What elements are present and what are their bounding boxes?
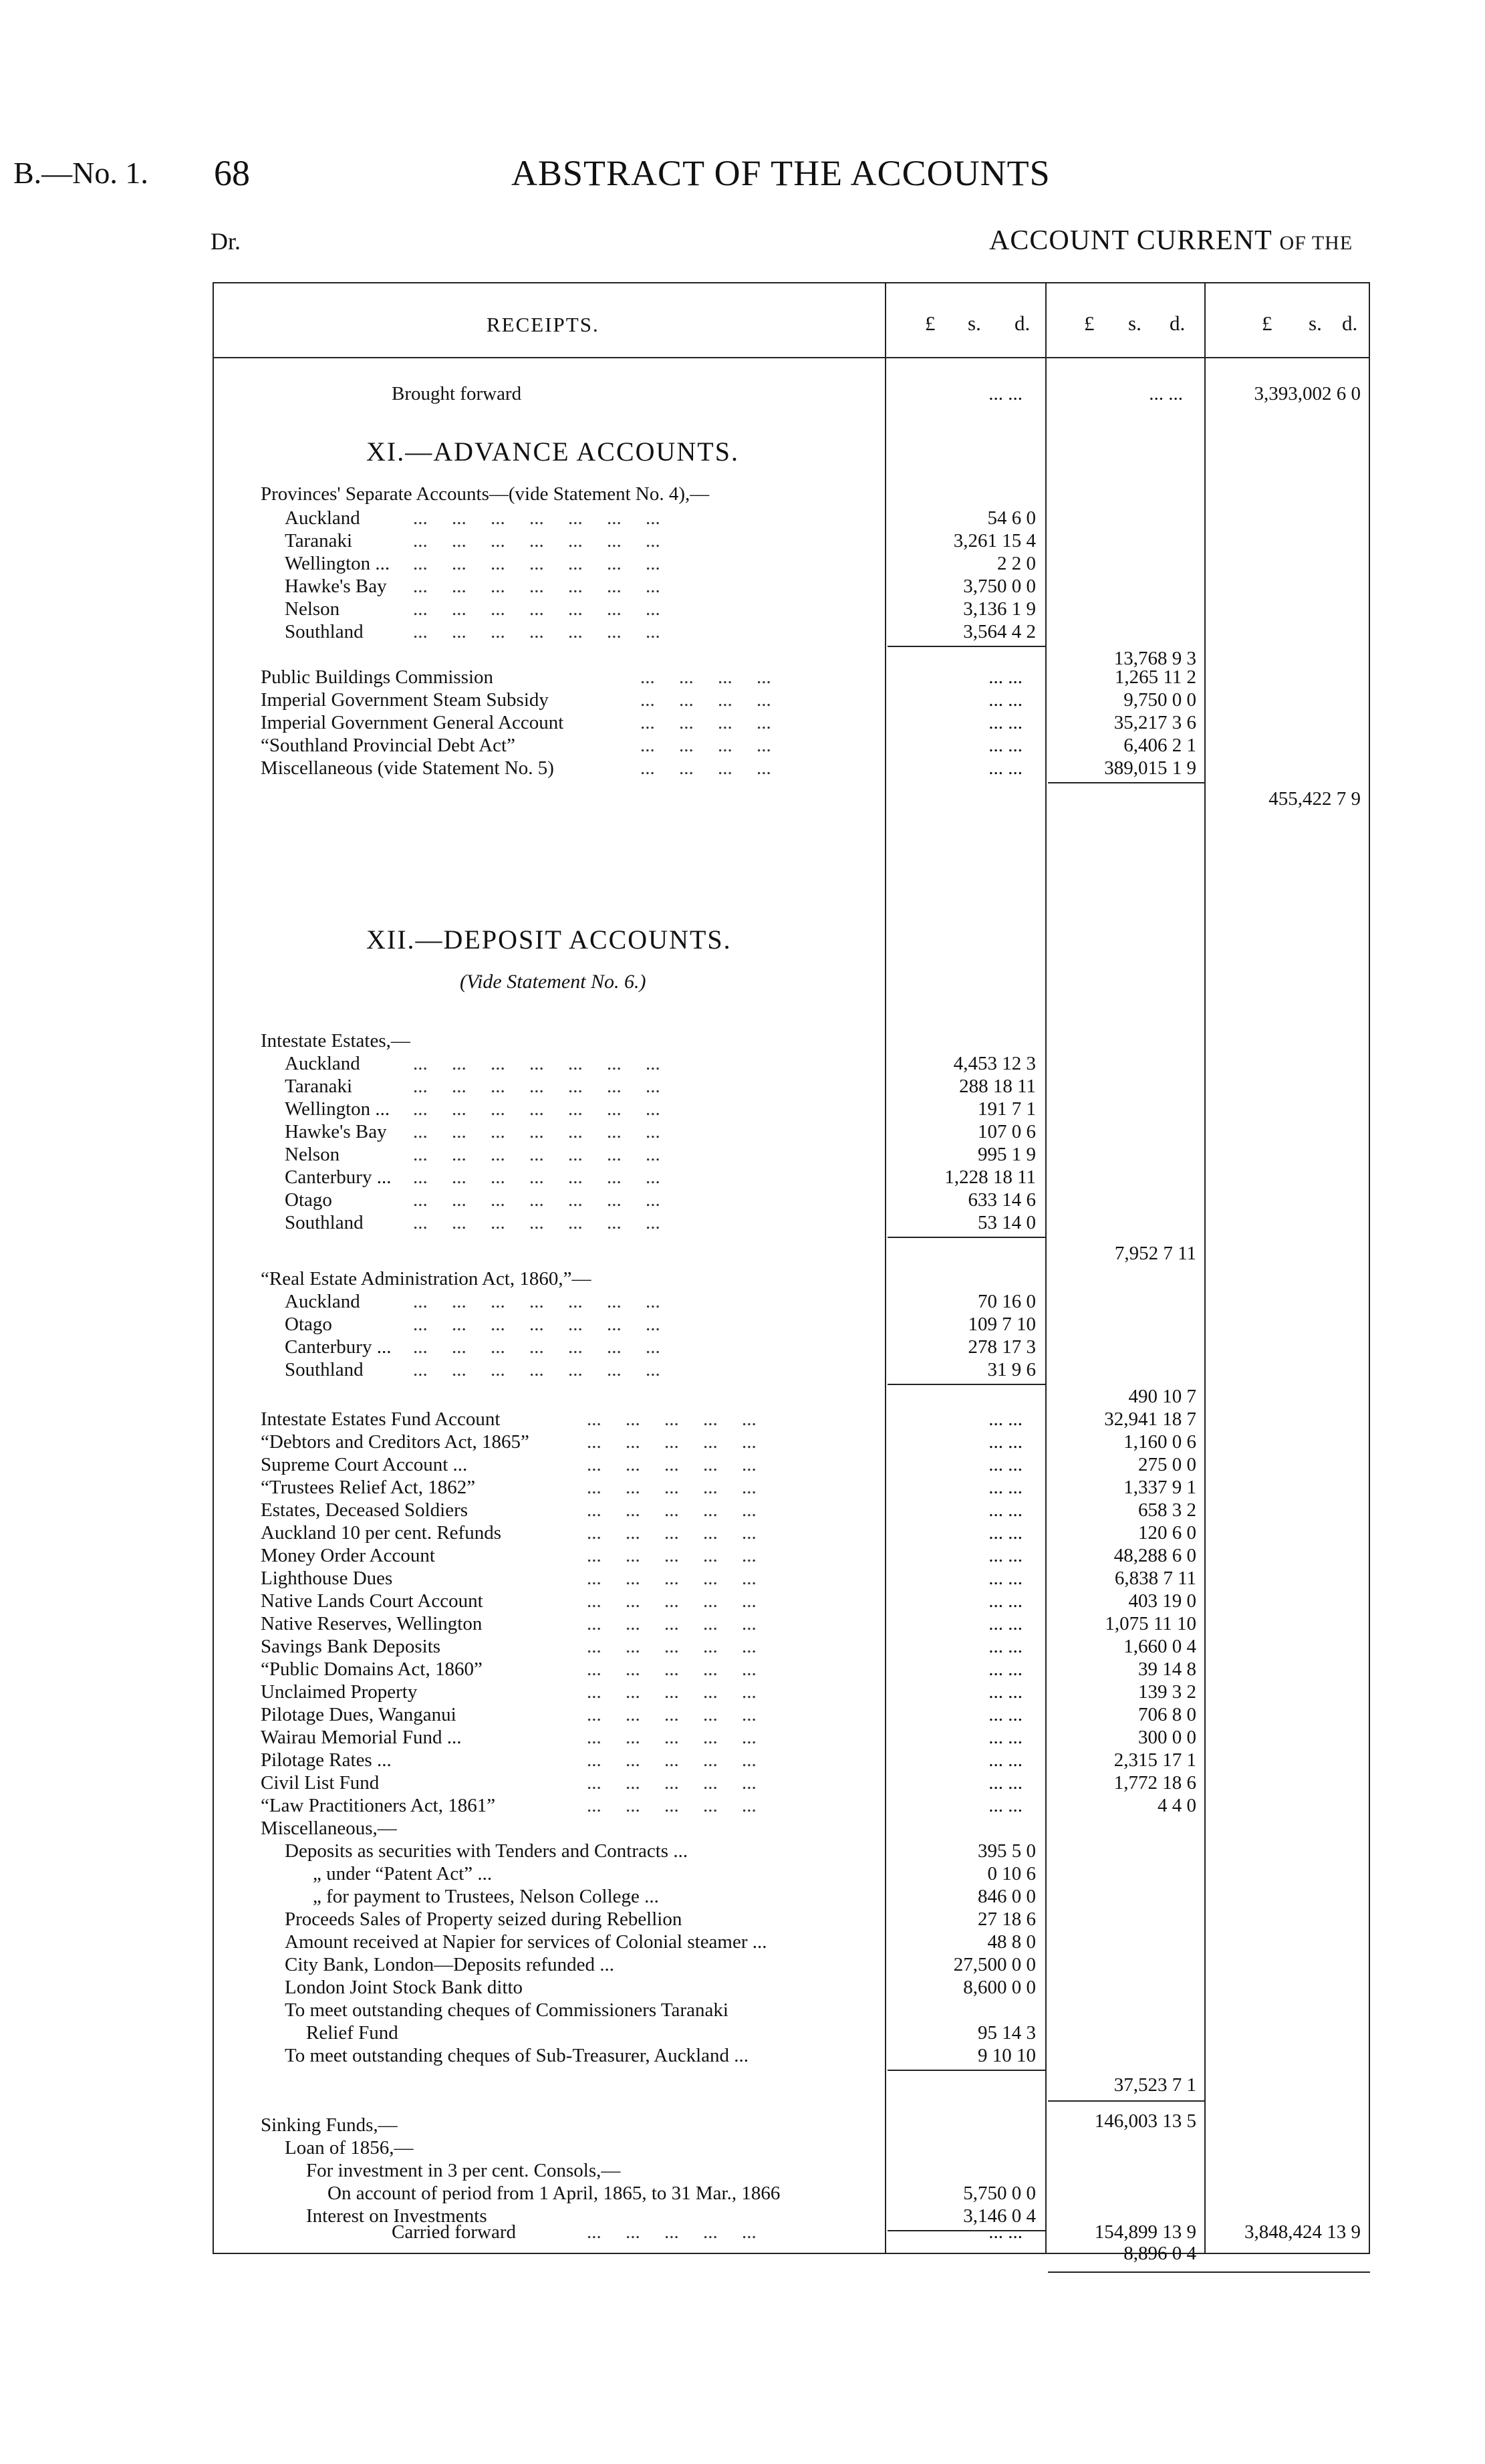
leader-dots: ... ... ... ... ... ... ... [413, 507, 660, 529]
leader-dots: ... ... ... ... ... ... ... [413, 1212, 660, 1233]
misc-amount: 9 10 10 [978, 2045, 1036, 2066]
deposit-item-amount: 1,337 9 1 [1123, 1477, 1196, 1498]
province-amount: 3,750 0 0 [963, 576, 1036, 597]
leader-dots: ... ... ... ... ... ... ... [413, 1076, 660, 1097]
leader-dots: ... ... ... ... ... [587, 1499, 757, 1521]
intestate-label: Hawke's Bay [285, 1121, 387, 1142]
province-label: Auckland [285, 507, 360, 529]
deposit-item-amount: 39 14 8 [1138, 1658, 1196, 1680]
sinking-header: Sinking Funds,— [261, 2114, 398, 2136]
leader-dots: ... ... ... ... ... [587, 1590, 757, 1612]
brought-forward-c3: 3,393,002 6 0 [1254, 383, 1361, 404]
leader-dots: ... ... ... ... [640, 735, 781, 756]
leader-dots: ... ... ... ... ... [587, 1454, 757, 1475]
intestate-label: Auckland [285, 1053, 360, 1074]
brought-forward-label: Brought forward [392, 383, 522, 404]
province-label: Nelson [285, 598, 340, 620]
intestate-amount: 288 18 11 [959, 1076, 1036, 1097]
section-heading-advance: XI.—ADVANCE ACCOUNTS. [366, 437, 739, 467]
intestate-label: Wellington ... [285, 1098, 390, 1120]
realestate-amount: 278 17 3 [968, 1336, 1036, 1358]
deposit-item-c1: ... ... [988, 1545, 1023, 1566]
advance-item-label: Imperial Government Steam Subsidy [261, 689, 549, 711]
deposit-item-label: Unclaimed Property [261, 1681, 418, 1703]
deposit-item-c1: ... ... [988, 1499, 1023, 1521]
province-label: Wellington ... [285, 553, 390, 574]
carried-forward-c3: 3,848,424 13 9 [1244, 2221, 1361, 2243]
misc-label: Relief Fund [306, 2022, 398, 2044]
deposit-item-amount: 4 4 0 [1158, 1795, 1196, 1816]
province-label: Taranaki [285, 530, 353, 551]
misc-label: Deposits as securities with Tenders and Contracts ... [285, 1840, 688, 1862]
misc-subtotal-rule [888, 2070, 1045, 2071]
intestate-amount: 633 14 6 [968, 1189, 1036, 1211]
misc-label: „ for payment to Trustees, Nelson College ... [313, 1886, 659, 1907]
leader-dots: ... ... ... ... ... [587, 1613, 757, 1634]
intestate-label: Otago [285, 1189, 332, 1211]
advance-item-amount: 9,750 0 0 [1123, 689, 1196, 711]
leader-dots: ... ... ... ... ... [587, 1636, 757, 1657]
leader-dots: ... ... ... ... ... [587, 1795, 757, 1816]
table-top-border [213, 282, 1370, 283]
deposit-item-c1: ... ... [988, 1613, 1023, 1634]
province-amount: 2 2 0 [997, 553, 1036, 574]
misc-amount: 395 5 0 [978, 1840, 1036, 1862]
leader-dots: ... ... ... ... ... ... ... [413, 1166, 660, 1188]
misc-label: To meet outstanding cheques of Sub-Treasurer, Auckland ... [285, 2045, 749, 2066]
table-bottom-border [213, 2253, 1370, 2254]
realestate-total: 490 10 7 [1128, 1386, 1196, 1407]
leader-dots: ... ... ... ... [640, 712, 781, 733]
leader-dots: ... ... ... ... ... [587, 1545, 757, 1566]
intestate-amount: 995 1 9 [978, 1144, 1036, 1165]
deposit-item-amount: 300 0 0 [1138, 1727, 1196, 1748]
deposit-item-amount: 48,288 6 0 [1113, 1545, 1196, 1566]
advance-item-label: Public Buildings Commission [261, 666, 494, 688]
deposit-item-c1: ... ... [988, 1772, 1023, 1794]
advance-item-c1: ... ... [988, 666, 1023, 688]
col3-shilling: s. [1309, 312, 1322, 335]
leader-dots: ... ... ... ... ... [587, 2221, 757, 2243]
col1-pence: d. [1015, 312, 1031, 335]
realestate-label: Southland [285, 1359, 364, 1380]
advance-item-amount: 389,015 1 9 [1104, 757, 1196, 779]
table-right-border [1369, 282, 1370, 2254]
leader-dots: ... ... ... ... ... ... ... [413, 1121, 660, 1142]
sinking-amount: 3,146 0 4 [963, 2205, 1036, 2227]
deposit-item-amount: 403 19 0 [1128, 1590, 1196, 1612]
intestate-label: Nelson [285, 1144, 340, 1165]
realestate-label: Otago [285, 1314, 332, 1335]
leader-dots: ... ... ... ... ... ... ... [413, 1291, 660, 1312]
deposit-item-label: “Debtors and Creditors Act, 1865” [261, 1431, 529, 1453]
col3-pound: £ [1262, 312, 1272, 335]
leader-dots: ... ... ... ... ... ... ... [413, 530, 660, 551]
realestate-amount: 70 16 0 [978, 1291, 1036, 1312]
provinces-total: 13,768 9 3 [1113, 648, 1196, 669]
deposit-item-label: Pilotage Rates ... [261, 1749, 392, 1771]
deposit-item-c1: ... ... [988, 1477, 1023, 1498]
realestate-label: Canterbury ... [285, 1336, 392, 1358]
loan-header: Loan of 1856,— [285, 2137, 414, 2159]
advance-item-label: “Southland Provincial Debt Act” [261, 735, 515, 756]
account-current-tail: OF THE [1279, 232, 1353, 254]
deposit-item-c1: ... ... [988, 1749, 1023, 1771]
deposit-item-label: Pilotage Dues, Wanganui [261, 1704, 456, 1725]
realestate-header: “Real Estate Administration Act, 1860,”— [261, 1268, 591, 1289]
col3-pence: d. [1342, 312, 1358, 335]
col2-shilling: s. [1128, 312, 1141, 335]
realestate-amount: 109 7 10 [968, 1314, 1036, 1335]
intestate-amount: 107 0 6 [978, 1121, 1036, 1142]
intestate-label: Southland [285, 1212, 364, 1233]
advance-item-c1: ... ... [988, 735, 1023, 756]
advance-total: 455,422 7 9 [1268, 788, 1361, 810]
leader-dots: ... ... ... ... ... [587, 1431, 757, 1453]
misc-amount: 8,600 0 0 [963, 1977, 1036, 1998]
advance-item-label: Miscellaneous (vide Statement No. 5) [261, 757, 554, 779]
realestate-subtotal-rule [888, 1384, 1045, 1385]
deposit-item-label: Native Lands Court Account [261, 1590, 483, 1612]
leader-dots: ... ... ... ... ... ... ... [413, 621, 660, 642]
misc-label: Proceeds Sales of Property seized during Rebellion [285, 1908, 682, 1930]
col2-pence: d. [1170, 312, 1186, 335]
misc-header: Miscellaneous,— [261, 1818, 397, 1839]
deposit-item-amount: 32,941 18 7 [1104, 1408, 1196, 1430]
deposit-item-amount: 658 3 2 [1138, 1499, 1196, 1521]
deposit-item-label: Native Reserves, Wellington [261, 1613, 483, 1634]
deposit-item-amount: 120 6 0 [1138, 1522, 1196, 1544]
intestate-label: Taranaki [285, 1076, 353, 1097]
misc-total: 37,523 7 1 [1113, 2074, 1196, 2096]
section-heading-deposit: XII.—DEPOSIT ACCOUNTS. [366, 925, 732, 955]
leader-dots: ... ... ... ... [640, 757, 781, 779]
advance-item-c1: ... ... [988, 689, 1023, 711]
leader-dots: ... ... ... ... ... [587, 1408, 757, 1430]
deposit-item-amount: 2,315 17 1 [1113, 1749, 1196, 1771]
deposit-item-c1: ... ... [988, 1704, 1023, 1725]
deposit-item-c1: ... ... [988, 1795, 1023, 1816]
deposit-item-c1: ... ... [988, 1454, 1023, 1475]
deposit-item-label: Intestate Estates Fund Account [261, 1408, 501, 1430]
leader-dots: ... ... ... ... ... [587, 1749, 757, 1771]
col2-pound: £ [1084, 312, 1095, 335]
misc-label: Amount received at Napier for services of Colonial steamer ... [285, 1931, 767, 1953]
deposit-item-amount: 275 0 0 [1138, 1454, 1196, 1475]
province-label: Hawke's Bay [285, 576, 387, 597]
deposit-item-c1: ... ... [988, 1568, 1023, 1589]
sinking-total: 8,896 0 4 [1123, 2243, 1196, 2264]
deposit-item-c1: ... ... [988, 1522, 1023, 1544]
leader-dots: ... ... ... ... ... ... ... [413, 576, 660, 597]
brought-forward-c2: ... ... [1149, 383, 1183, 404]
misc-label: City Bank, London—Deposits refunded ... [285, 1954, 614, 1975]
misc-amount: 846 0 0 [978, 1886, 1036, 1907]
deposit-item-label: Wairau Memorial Fund ... [261, 1727, 462, 1748]
consols-header: For investment in 3 per cent. Consols,— [306, 2160, 621, 2181]
col-divider-1 [885, 282, 886, 2254]
leader-dots: ... ... ... ... ... ... ... [413, 598, 660, 620]
misc-amount: 27,500 0 0 [953, 1954, 1036, 1975]
province-amount: 54 6 0 [987, 507, 1036, 529]
realestate-amount: 31 9 6 [987, 1359, 1036, 1380]
intestate-header: Intestate Estates,— [261, 1030, 410, 1052]
deposit-item-label: Auckland 10 per cent. Refunds [261, 1522, 501, 1544]
leader-dots: ... ... ... ... ... ... ... [413, 1189, 660, 1211]
deposit-item-label: Civil List Fund [261, 1772, 380, 1794]
document-reference: B.—No. 1. [13, 156, 148, 190]
leader-dots: ... ... ... ... ... ... ... [413, 1336, 660, 1358]
leader-dots: ... ... ... ... ... ... ... [413, 1314, 660, 1335]
advance-subtotal-rule [1048, 782, 1204, 783]
table-left-border [213, 282, 214, 2254]
carried-forward-c2: 154,899 13 9 [1094, 2221, 1196, 2243]
province-amount: 3,136 1 9 [963, 598, 1036, 620]
intestate-amount: 191 7 1 [978, 1098, 1036, 1120]
misc-label: To meet outstanding cheques of Commissioners Taranaki [285, 1999, 728, 2021]
leader-dots: ... ... ... ... ... [587, 1658, 757, 1680]
intestate-subtotal-rule [888, 1237, 1045, 1238]
misc-amount: 48 8 0 [987, 1931, 1036, 1953]
advance-item-c1: ... ... [988, 757, 1023, 779]
province-label: Southland [285, 621, 364, 642]
deposit-item-c1: ... ... [988, 1431, 1023, 1453]
leader-dots: ... ... ... ... ... [587, 1704, 757, 1725]
misc-label: „ under “Patent Act” ... [313, 1863, 493, 1884]
intestate-amount: 53 14 0 [978, 1212, 1036, 1233]
leader-dots: ... ... ... ... ... [587, 1772, 757, 1794]
deposit-item-label: Money Order Account [261, 1545, 435, 1566]
carried-forward-c1: ... ... [988, 2221, 1023, 2243]
leader-dots: ... ... ... ... ... [587, 1522, 757, 1544]
deposit-item-c1: ... ... [988, 1681, 1023, 1703]
province-amount: 3,564 4 2 [963, 621, 1036, 642]
leader-dots: ... ... ... ... ... ... ... [413, 1053, 660, 1074]
deposit-item-amount: 139 3 2 [1138, 1681, 1196, 1703]
page-title: ABSTRACT OF THE ACCOUNTS [511, 153, 1051, 193]
deposit-item-amount: 1,660 0 4 [1123, 1636, 1196, 1657]
provinces-header: Provinces' Separate Accounts—(vide Statement No. 4),— [261, 483, 710, 505]
debit-label: Dr. [211, 228, 241, 255]
deposit-item-c1: ... ... [988, 1408, 1023, 1430]
advance-item-amount: 1,265 11 2 [1114, 666, 1196, 688]
account-table [213, 282, 1370, 2264]
deposit-item-label: “Trustees Relief Act, 1862” [261, 1477, 476, 1498]
carried-forward-label: Carried forward [392, 2221, 516, 2243]
advance-item-label: Imperial Government General Account [261, 712, 564, 733]
section-subheading-deposit: (Vide Statement No. 6.) [460, 971, 646, 993]
sinking-label: Interest on Investments [306, 2205, 487, 2227]
leader-dots: ... ... ... ... ... [587, 1681, 757, 1703]
header-divider [213, 357, 1370, 358]
deposit-item-label: “Public Domains Act, 1860” [261, 1658, 483, 1680]
deposit-item-amount: 6,838 7 11 [1114, 1568, 1196, 1589]
col-divider-2 [1045, 282, 1047, 2254]
deposit-item-c1: ... ... [988, 1658, 1023, 1680]
leader-dots: ... ... ... ... ... [587, 1477, 757, 1498]
deposit-item-amount: 1,160 0 6 [1123, 1431, 1196, 1453]
misc-amount: 27 18 6 [978, 1908, 1036, 1930]
intestate-label: Canterbury ... [285, 1166, 392, 1188]
carried-rule [1048, 2271, 1370, 2273]
account-current-heading [989, 225, 1353, 257]
leader-dots: ... ... ... ... [640, 666, 781, 688]
deposit-item-amount: 1,075 11 10 [1105, 1613, 1196, 1634]
misc-label: London Joint Stock Bank ditto [285, 1977, 523, 1998]
misc-amount: 0 10 6 [987, 1863, 1036, 1884]
deposit-item-amount: 1,772 18 6 [1113, 1772, 1196, 1794]
advance-item-c1: ... ... [988, 712, 1023, 733]
leader-dots: ... ... ... ... ... ... ... [413, 1098, 660, 1120]
leader-dots: ... ... ... ... ... [587, 1568, 757, 1589]
intestate-amount: 1,228 18 11 [944, 1166, 1036, 1188]
deposit-item-c1: ... ... [988, 1636, 1023, 1657]
leader-dots: ... ... ... ... ... ... ... [413, 553, 660, 574]
col1-pound: £ [925, 312, 936, 335]
col1-shilling: s. [968, 312, 981, 335]
deposit-item-label: Lighthouse Dues [261, 1568, 393, 1589]
page-number: 68 [214, 153, 250, 193]
sinking-label: On account of period from 1 April, 1865, to 31 Mar., 1866 [327, 2183, 781, 2204]
account-current-text: ACCOUNT CURRENT [989, 225, 1272, 256]
leader-dots: ... ... ... ... ... ... ... [413, 1359, 660, 1380]
deposit-item-label: Estates, Deceased Soldiers [261, 1499, 468, 1521]
deposit-item-amount: 706 8 0 [1138, 1704, 1196, 1725]
leader-dots: ... ... ... ... ... ... ... [413, 1144, 660, 1165]
leader-dots: ... ... ... ... [640, 689, 781, 711]
col-divider-3 [1204, 282, 1206, 2254]
deposit-item-label: “Law Practitioners Act, 1861” [261, 1795, 496, 1816]
intestate-total: 7,952 7 11 [1114, 1243, 1196, 1264]
intestate-amount: 4,453 12 3 [953, 1053, 1036, 1074]
provinces-subtotal-rule [888, 646, 1045, 647]
deposit-item-c1: ... ... [988, 1727, 1023, 1748]
receipts-heading: RECEIPTS. [487, 313, 599, 336]
advance-item-amount: 6,406 2 1 [1123, 735, 1196, 756]
deposit-item-c1: ... ... [988, 1590, 1023, 1612]
advance-item-amount: 35,217 3 6 [1113, 712, 1196, 733]
deposit-item-label: Supreme Court Account ... [261, 1454, 468, 1475]
province-amount: 3,261 15 4 [953, 530, 1036, 551]
misc-amount: 95 14 3 [978, 2022, 1036, 2044]
deposit-total: 146,003 13 5 [1094, 2110, 1196, 2132]
sinking-amount: 5,750 0 0 [963, 2183, 1036, 2204]
deposit-item-label: Savings Bank Deposits [261, 1636, 441, 1657]
brought-forward-c1: ... ... [988, 383, 1023, 404]
realestate-label: Auckland [285, 1291, 360, 1312]
deposit-subtotal-rule [1048, 2100, 1204, 2102]
leader-dots: ... ... ... ... ... [587, 1727, 757, 1748]
